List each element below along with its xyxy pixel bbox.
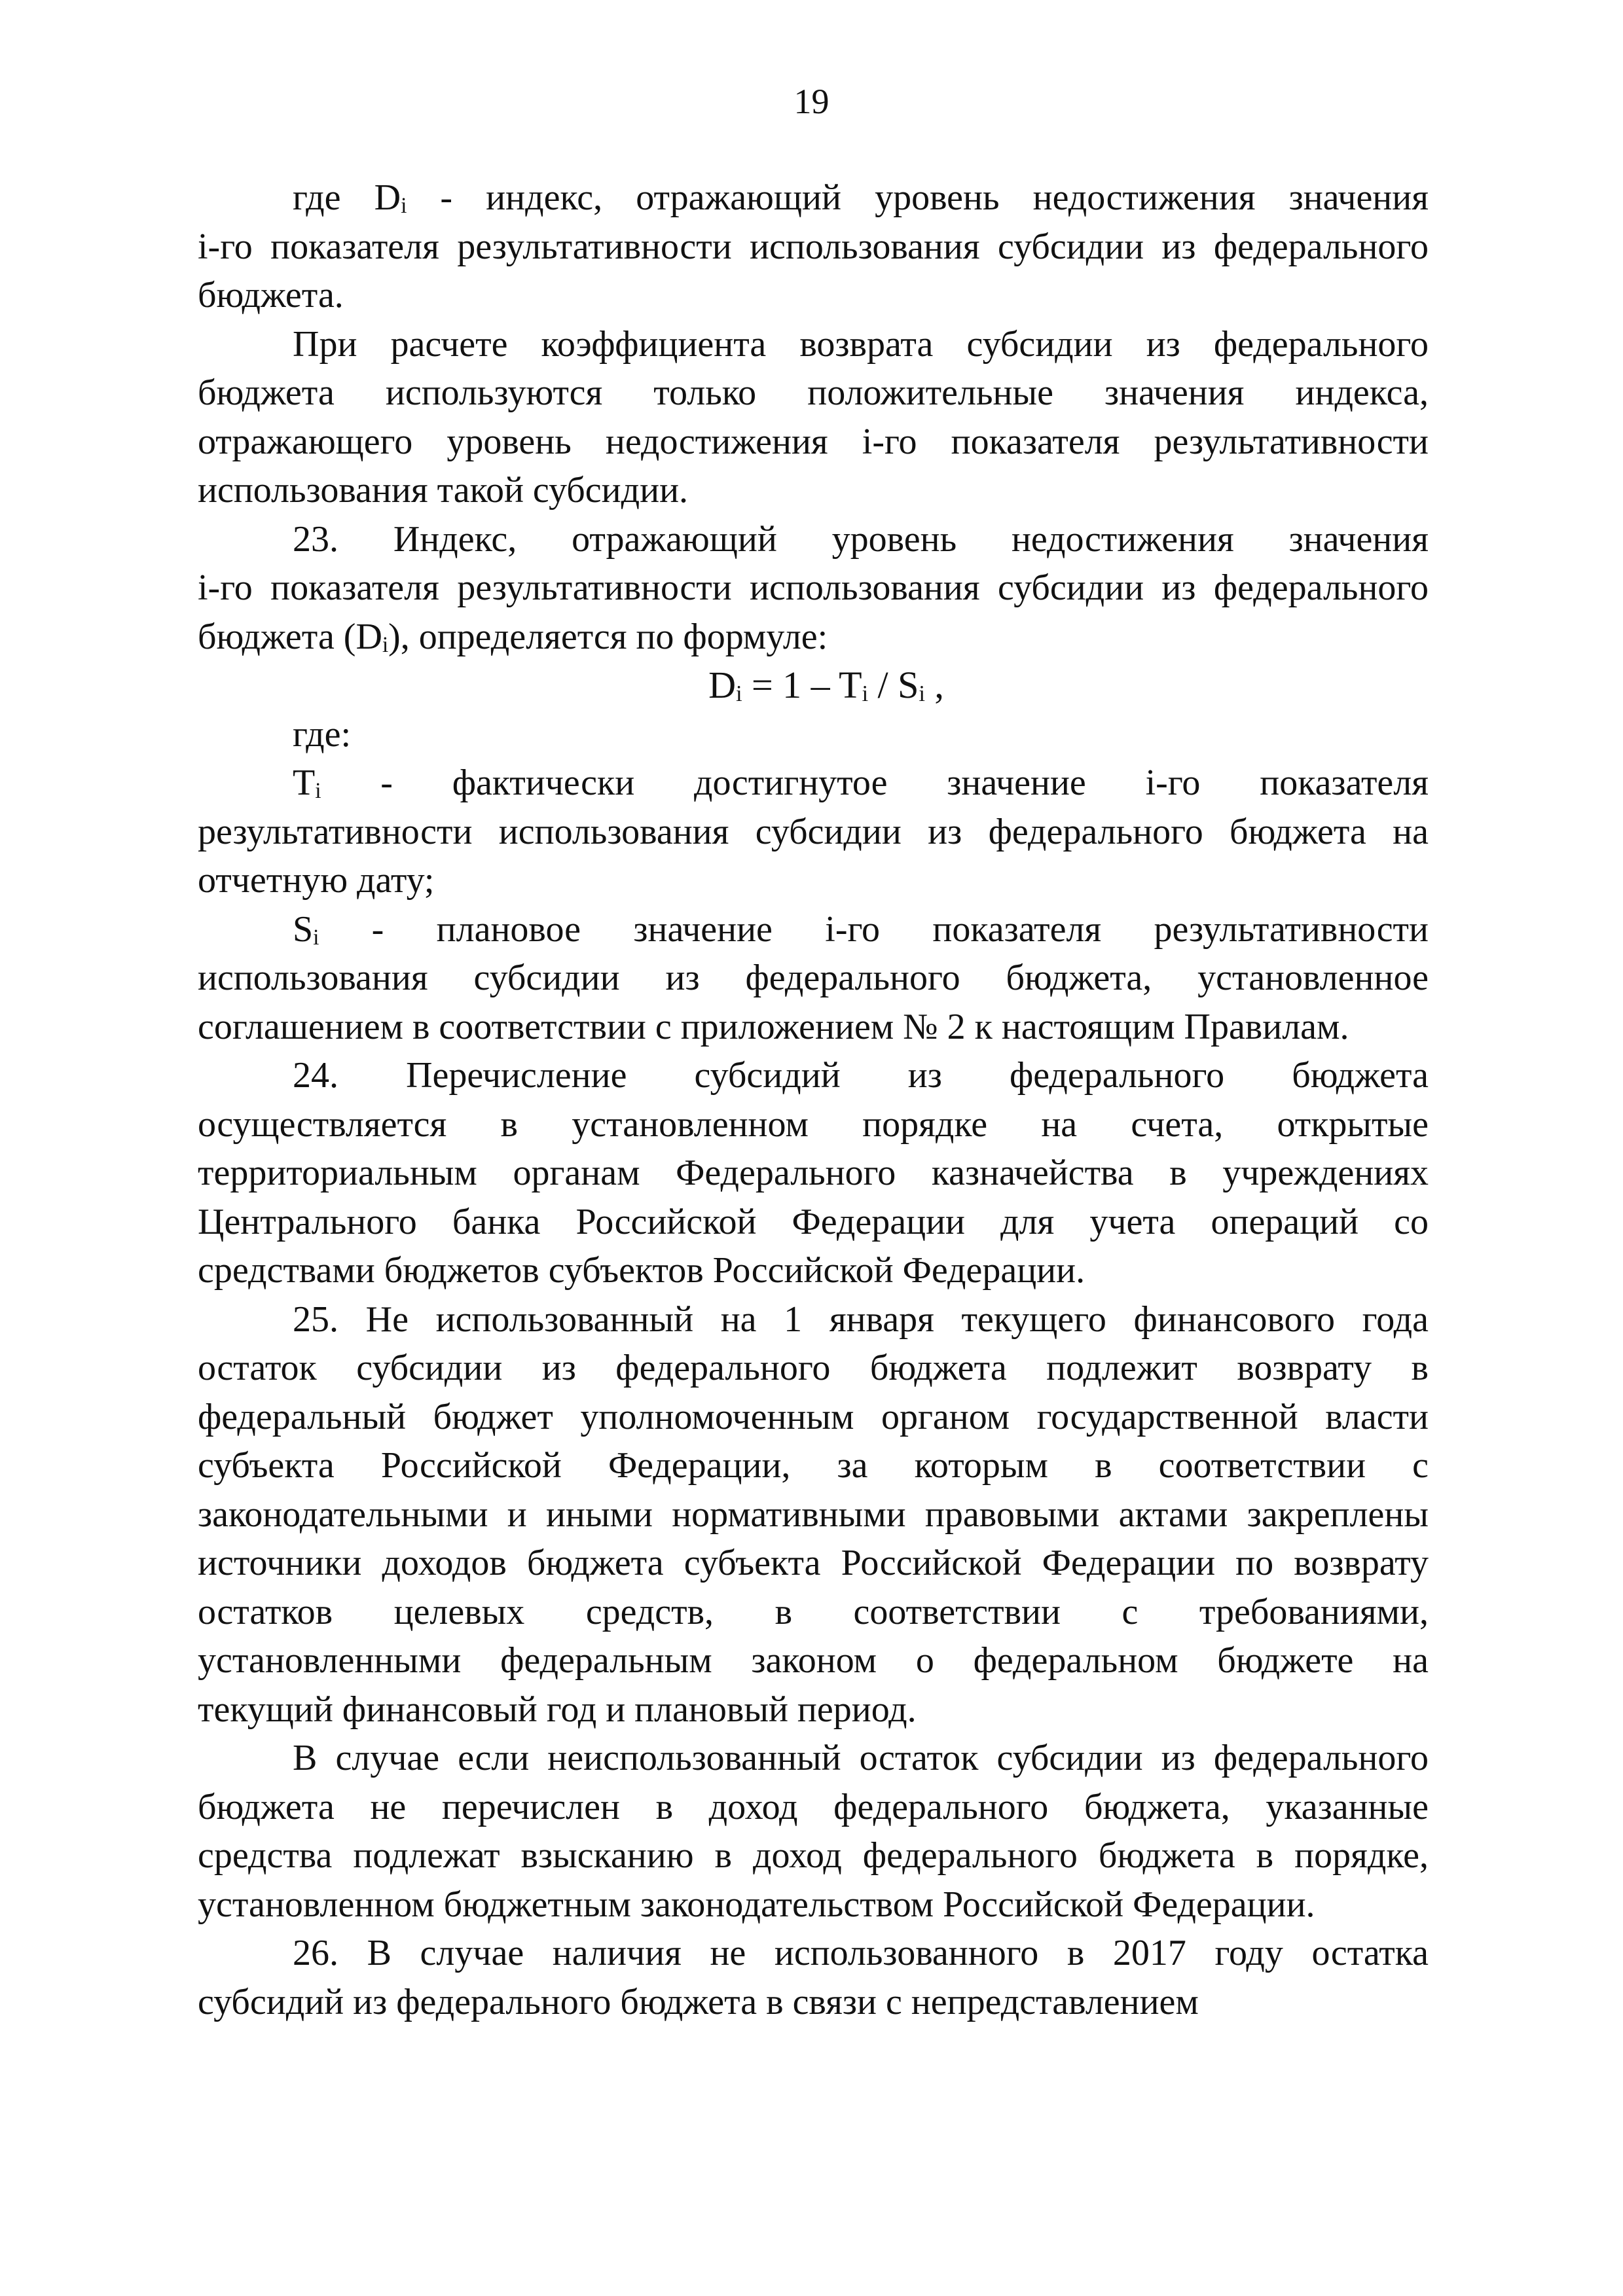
paragraph-p2 [198, 320, 1429, 515]
paragraph-p9 [198, 1734, 1429, 1929]
text-line: использования субсидии из федерального бюджета, установленное [198, 958, 1429, 998]
formula [198, 661, 1429, 710]
text-line: отчетную дату; [198, 860, 435, 901]
formula-text: Dᵢ = 1 – Tᵢ / Sᵢ , [708, 664, 944, 706]
text-line: отражающего уровень недостижения i-го показателя результативности [198, 421, 1429, 462]
page-number: 19 [793, 82, 830, 121]
paragraph-group-top [198, 173, 1429, 661]
text-line: где Dᵢ - индекс, отражающий уровень недостижения значения [293, 177, 1429, 218]
text-line: установленными федеральным законом о федеральном бюджете на [198, 1640, 1429, 1681]
paragraph-p1 [198, 173, 1429, 320]
text-line: 26. В случае наличия не использованного в 2017 году остатка [293, 1933, 1429, 1973]
paragraph-p4 [198, 710, 1429, 759]
text-line: федеральный бюджет уполномоченным органом государственной власти [198, 1396, 1429, 1437]
text-line: соглашением в соответствии с приложением № 2 к настоящим Правилам. [198, 1006, 1349, 1047]
text-line: осуществляется в установленном порядке на счета, открытые [198, 1103, 1429, 1145]
text-line: текущий финансовый год и плановый период. [198, 1689, 917, 1730]
text-line: i-го показателя результативности использования субсидии из федерального [198, 226, 1429, 267]
text-line: При расчете коэффициента возврата субсидии из федерального [293, 323, 1429, 365]
text-line: бюджета используются только положительные значения индекса, [198, 372, 1429, 413]
document-body [198, 173, 1429, 2026]
text-line: использования такой субсидии. [198, 470, 689, 511]
text-line: результативности использования субсидии из федерального бюджета на [198, 811, 1429, 852]
text-line: средства подлежат взысканию в доход федерального бюджета в порядке, [198, 1835, 1429, 1876]
paragraph-p7 [198, 1051, 1429, 1295]
text-line: Tᵢ - фактически достигнутое значение i-го показателя [293, 762, 1429, 803]
paragraph-group-bottom [198, 710, 1429, 2027]
text-line: 23. Индекс, отражающий уровень недостижения значения [293, 518, 1429, 560]
paragraph-p5 [198, 759, 1429, 905]
text-line: остатков целевых средств, в соответствии с требованиями, [198, 1591, 1429, 1632]
text-line: где: [293, 713, 352, 755]
text-line: средствами бюджетов субъектов Российской Федерации. [198, 1250, 1085, 1291]
paragraph-p8 [198, 1295, 1429, 1734]
paragraph-p6 [198, 905, 1429, 1052]
text-line: остаток субсидии из федерального бюджета подлежит возврату в [198, 1348, 1429, 1388]
text-line: бюджета (Dᵢ), определяется по формуле: [198, 616, 828, 657]
text-line: бюджета не перечислен в доход федерального бюджета, указанные [198, 1786, 1429, 1827]
text-line: установленном бюджетным законодательством Российской Федерации. [198, 1884, 1315, 1925]
text-line: территориальным органам Федерального казначейства в учреждениях [198, 1153, 1429, 1193]
text-line: законодательными и иными нормативными правовыми актами закреплены [198, 1494, 1429, 1535]
paragraph-p3 [198, 515, 1429, 662]
paragraph-p10 [198, 1929, 1429, 2026]
text-line: В случае если неиспользованный остаток субсидии из федерального [293, 1738, 1429, 1778]
text-line: бюджета. [198, 275, 344, 315]
text-line: субсидий из федерального бюджета в связи с непредставлением [198, 1981, 1199, 2022]
text-line: субъекта Российской Федерации, за которым в соответствии с [198, 1445, 1429, 1486]
text-line: 25. Не использованный на 1 января текущего финансового года [293, 1299, 1429, 1340]
text-line: Центрального банка Российской Федерации для учета операций со [198, 1201, 1429, 1242]
text-line: i-го показателя результативности использования субсидии из федерального [198, 567, 1429, 608]
text-line: 24. Перечисление субсидий из федерального бюджета [293, 1055, 1429, 1096]
text-line: Sᵢ - плановое значение i-го показателя результативности [293, 908, 1429, 950]
text-line: источники доходов бюджета субъекта Российской Федерации по возврату [198, 1543, 1429, 1583]
